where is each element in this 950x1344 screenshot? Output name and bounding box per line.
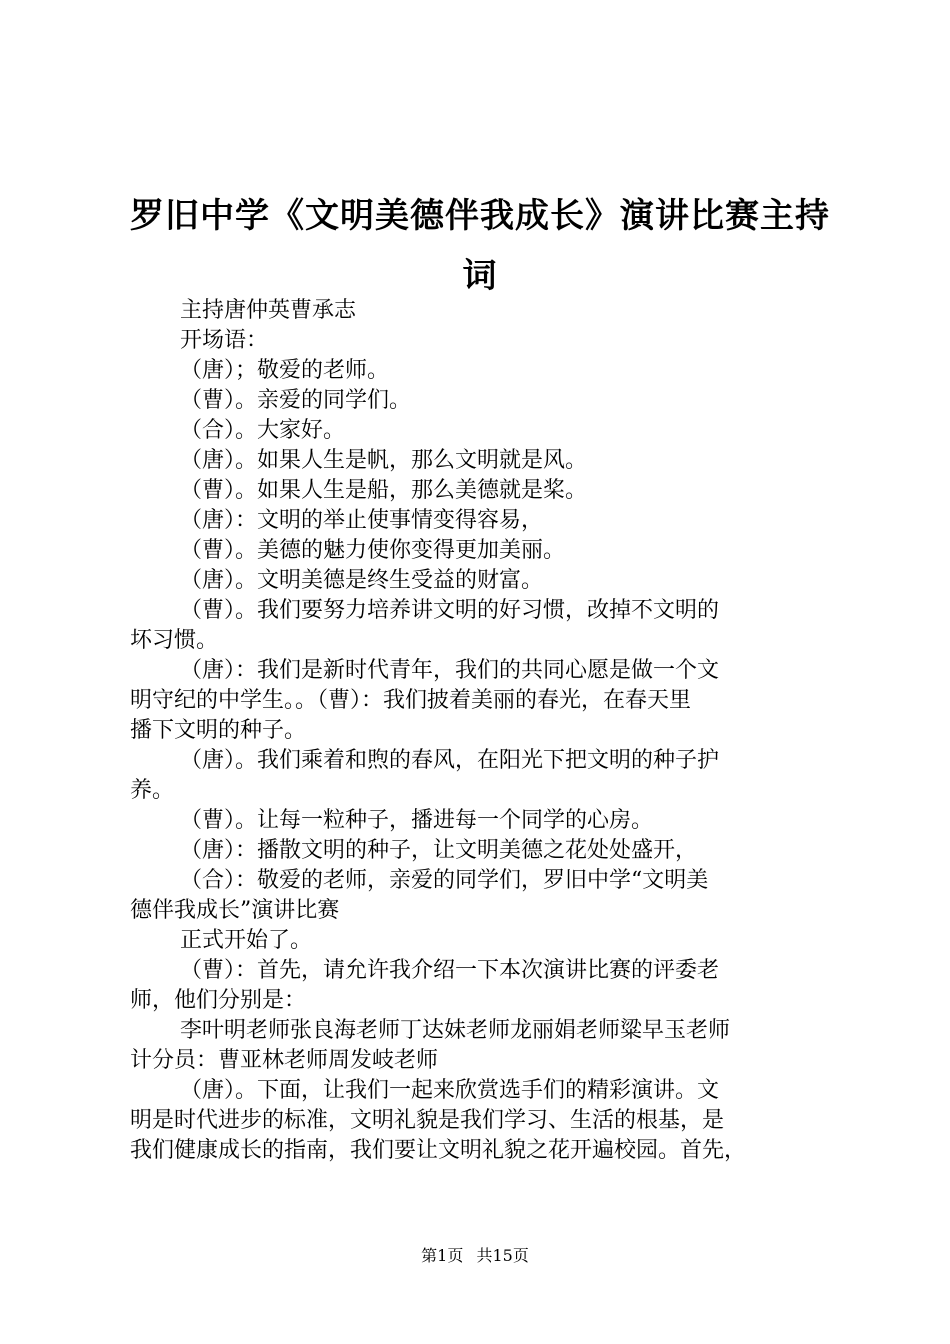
page-total: 共15页 [476, 1246, 529, 1265]
body-line: （曹）。我们要努力培养讲文明的好习惯，改掉不文明的 [180, 598, 720, 623]
body-line: 德伴我成长”演讲比赛 [130, 898, 340, 923]
body-line: （唐）。如果人生是帆，那么文明就是风。 [180, 448, 588, 473]
body-line: 我们健康成长的指南，我们要让文明礼貌之花开遍校园。首先， [130, 1138, 747, 1163]
document-title-line-1: 罗旧中学《文明美德伴我成长》演讲比赛主持 [130, 196, 830, 236]
page-number: 第1页 [421, 1246, 464, 1265]
body-line: （唐）：文明的举止使事情变得容易， [180, 508, 544, 533]
body-line: （曹）：首先，请允许我介绍一下本次演讲比赛的评委老 [180, 958, 720, 983]
body-line: 播下文明的种子。 [130, 718, 307, 743]
page-footer [0, 1243, 950, 1266]
body-line: （曹）。亲爱的同学们。 [180, 388, 412, 413]
body-line: 计分员：曹亚林老师周发岐老师 [130, 1048, 439, 1073]
body-line: （唐）：我们是新时代青年，我们的共同心愿是做一个文 [180, 658, 720, 683]
body-line: （唐）。我们乘着和煦的春风，在阳光下把文明的种子护 [180, 748, 720, 773]
body-line: 养。 [130, 778, 175, 803]
body-line: （曹）。让每一粒种子，播进每一个同学的心房。 [180, 808, 654, 833]
body-line: 开场语： [180, 328, 269, 353]
body-line: 正式开始了。 [180, 928, 313, 953]
body-line: （唐）。下面，让我们一起来欣赏选手们的精彩演讲。文 [180, 1078, 720, 1103]
document-body [130, 296, 840, 1166]
document-title-line-2: 词 [462, 256, 498, 296]
body-line: （唐）。文明美德是终生受益的财富。 [180, 568, 544, 593]
body-line: 明是时代进步的标准，文明礼貌是我们学习、生活的根基，是 [130, 1108, 725, 1133]
body-line: 李叶明老师张良海老师丁达妹老师龙丽娟老师粱早玉老师 [180, 1018, 731, 1043]
body-line: （曹）。如果人生是船，那么美德就是桨。 [180, 478, 588, 503]
body-line: 主持唐仲英曹承志 [180, 298, 357, 323]
body-line: （合）。大家好。 [180, 418, 346, 443]
body-line: 坏习惯。 [130, 628, 219, 653]
body-line: （唐）：播散文明的种子，让文明美德之花处处盛开， [180, 838, 698, 863]
body-line: 明守纪的中学生。。（曹）：我们披着美丽的春光，在春天里 [130, 688, 692, 713]
body-line: （曹）。美德的魅力使你变得更加美丽。 [180, 538, 566, 563]
body-line: 师，他们分别是： [130, 988, 307, 1013]
body-line: （合）：敬爱的老师，亲爱的同学们，罗旧中学“文明美 [180, 868, 709, 893]
body-line: （唐）；敬爱的老师。 [180, 358, 390, 383]
